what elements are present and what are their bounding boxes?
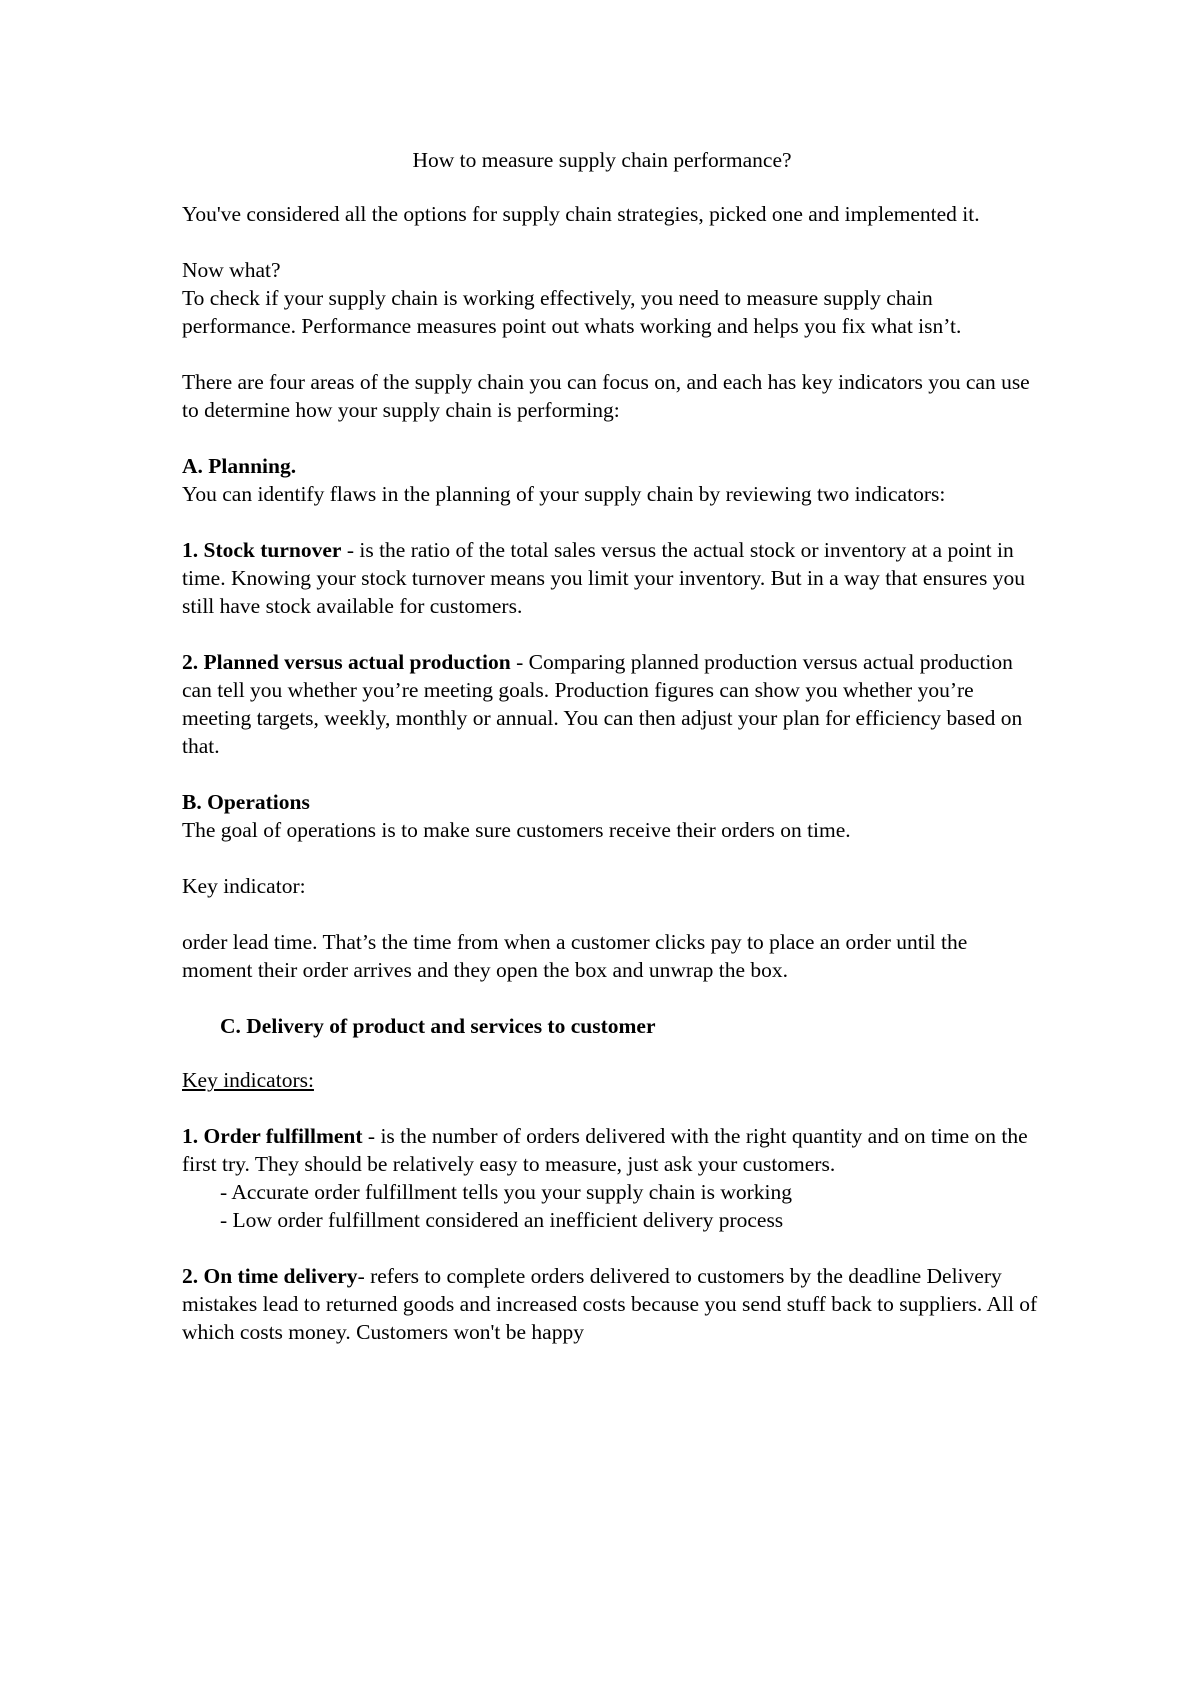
key-indicator-label: Key indicator: [182, 874, 306, 898]
delivery-heading: C. Delivery of product and services to customer [220, 1014, 656, 1038]
stock-turnover-text: - is the ratio of the total sales versus the actual stock or inventory at a point in time. Knowing your stock turnover means you limit your inventory. But in a way that ensures you still have stock available for customers. [182, 538, 1025, 618]
bullet-accurate-fulfillment: - Accurate order fulfillment tells you your supply chain is working [220, 1180, 793, 1204]
on-time-delivery-term: 2. On time delivery [182, 1264, 358, 1288]
operations-heading: B. Operations [182, 790, 310, 814]
planning-heading: A. Planning. [182, 454, 297, 478]
now-what-line: Now what? [182, 258, 281, 282]
key-indicators-label [182, 1066, 1042, 1094]
stock-turnover-term: 1. Stock turnover [182, 538, 342, 562]
four-areas-paragraph: There are four areas of the supply chain you can focus on, and each has key indicators you can use to determine how your supply chain is performing: [182, 370, 1030, 422]
document-title: How to measure supply chain performance? [412, 148, 792, 172]
planned-vs-actual-paragraph [182, 648, 1042, 760]
order-fulfillment-term: 1. Order fulfillment [182, 1124, 363, 1148]
stock-turnover-paragraph [182, 536, 1042, 620]
operations-section [182, 788, 1042, 844]
intro-paragraph: You've considered all the options for supply chain strategies, picked one and implemented it. [182, 202, 980, 226]
planned-vs-actual-text: - Comparing planned production versus actual production can tell you whether you’re meeting goals. Production figures can show you whether you’re meeting targets, weekly, monthly or annual. You can then adjust your plan for efficiency based on that. [182, 650, 1023, 758]
order-fulfillment-paragraph [182, 1122, 1042, 1234]
document-page [182, 146, 1042, 1346]
check-paragraph [182, 256, 1042, 340]
key-indicators-underlined: Key indicators: [182, 1068, 314, 1092]
on-time-delivery-text: - refers to complete orders delivered to customers by the deadline Delivery mistakes lead to returned goods and increased costs because you send stuff back to suppliers. All of which costs money. Customers won't be happy [182, 1264, 1038, 1344]
planning-intro: You can identify flaws in the planning of your supply chain by reviewing two indicators: [182, 482, 946, 506]
check-text: To check if your supply chain is working effectively, you need to measure supply chain performance. Performance measures point out whats working and helps you fix what isn’t. [182, 286, 962, 338]
planning-section [182, 452, 1042, 508]
operations-intro: The goal of operations is to make sure customers receive their orders on time. [182, 818, 851, 842]
lead-time-paragraph: order lead time. That’s the time from when a customer clicks pay to place an order until the moment their order arrives and they open the box and unwrap the box. [182, 930, 968, 982]
bullet-low-fulfillment: - Low order fulfillment considered an inefficient delivery process [220, 1208, 784, 1232]
on-time-delivery-paragraph [182, 1262, 1042, 1346]
planned-vs-actual-term: 2. Planned versus actual production [182, 650, 511, 674]
order-fulfillment-text: - is the number of orders delivered with the right quantity and on time on the first try. They should be relatively easy to measure, just ask your customers. [182, 1124, 1028, 1176]
